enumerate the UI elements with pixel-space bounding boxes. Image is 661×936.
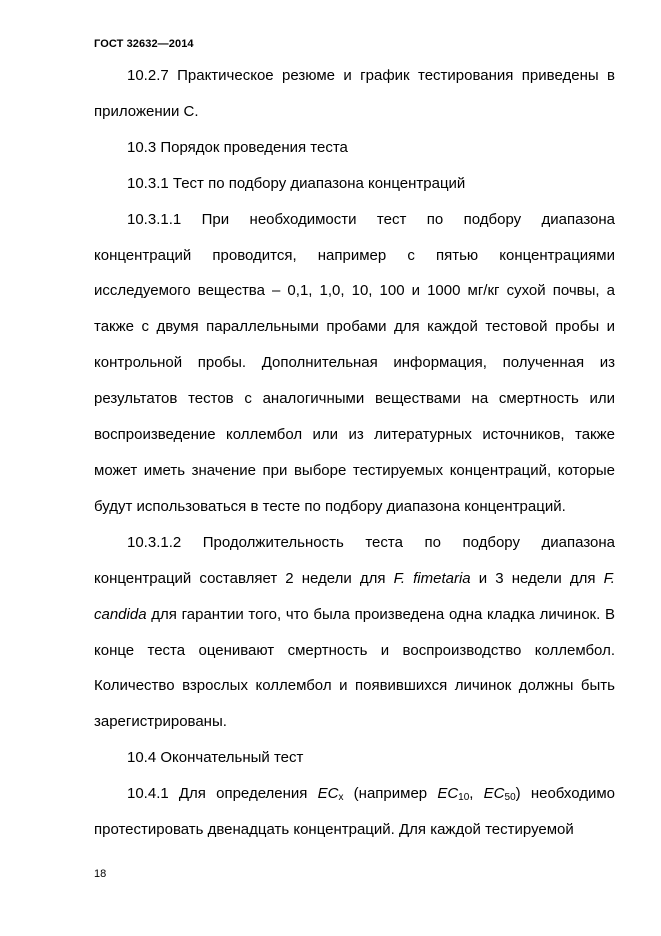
species-name: F. candida (94, 569, 615, 623)
ec-x-symbol: EC (317, 785, 339, 803)
heading-10-4: 10.4 Окончательный тест (127, 749, 304, 767)
paragraph-text: 10.3.1.2 Продолжительность теста по подбору диапазона концентраций составляет 2 недели для (94, 533, 615, 587)
heading-10-3: 10.3 Порядок проведения теста (127, 138, 348, 156)
ec-10-subscript: 10 (458, 792, 470, 804)
page-body (94, 58, 615, 848)
paragraph-10-3-1-2 (94, 525, 615, 740)
paragraph-10-2-7: 10.2.7 Практическое резюме и график тестирования приведены в приложении С. (94, 67, 615, 120)
paragraph-text: (например (343, 785, 438, 803)
ec-10-symbol: EC (437, 785, 459, 803)
page-number: 18 (94, 868, 107, 880)
species-name: F. fimetaria (393, 569, 471, 587)
ec-50-symbol: EC (483, 785, 505, 803)
paragraph-text: , (469, 785, 484, 803)
ec-50-subscript: 50 (504, 792, 516, 804)
paragraph-text: для гарантии того, что была произведена одна кладка личинок. В конце теста оценивают смертность и воспроизводство коллембол. Количество взрослых коллембол и появившихся личинок должны быть зарегистрированы. (94, 605, 615, 731)
ec-x-subscript: x (338, 792, 344, 804)
heading-10-3-1: 10.3.1 Тест по подбору диапазона концентраций (127, 174, 466, 192)
paragraph-text: 10.4.1 Для определения (127, 785, 318, 803)
paragraph-10-3-1-1: 10.3.1.1 При необходимости тест по подбору диапазона концентраций проводится, например с пятью концентрациями исследуемого вещества – 0,1, 1,0, 10, 100 и 1000 мг/кг сухой почвы, а также с двумя параллельными пробами для каждой тестовой пробы и контрольной пробы. Дополнительная информация, полученная из результатов тестов с аналогичными веществами на смертность или воспроизведение коллембол или из литературных источников, также может иметь значение при выборе тестируемых концентраций, которые будут использоваться в тесте по подбору диапазона концентраций. (94, 210, 615, 515)
paragraph-10-4-1 (94, 776, 615, 848)
document-header: ГОСТ 32632—2014 (94, 38, 194, 50)
paragraph-text: и 3 недели для (470, 569, 604, 587)
paragraph-text: ) необходимо протестировать двенадцать концентраций. Для каждой тестируемой (94, 785, 616, 839)
